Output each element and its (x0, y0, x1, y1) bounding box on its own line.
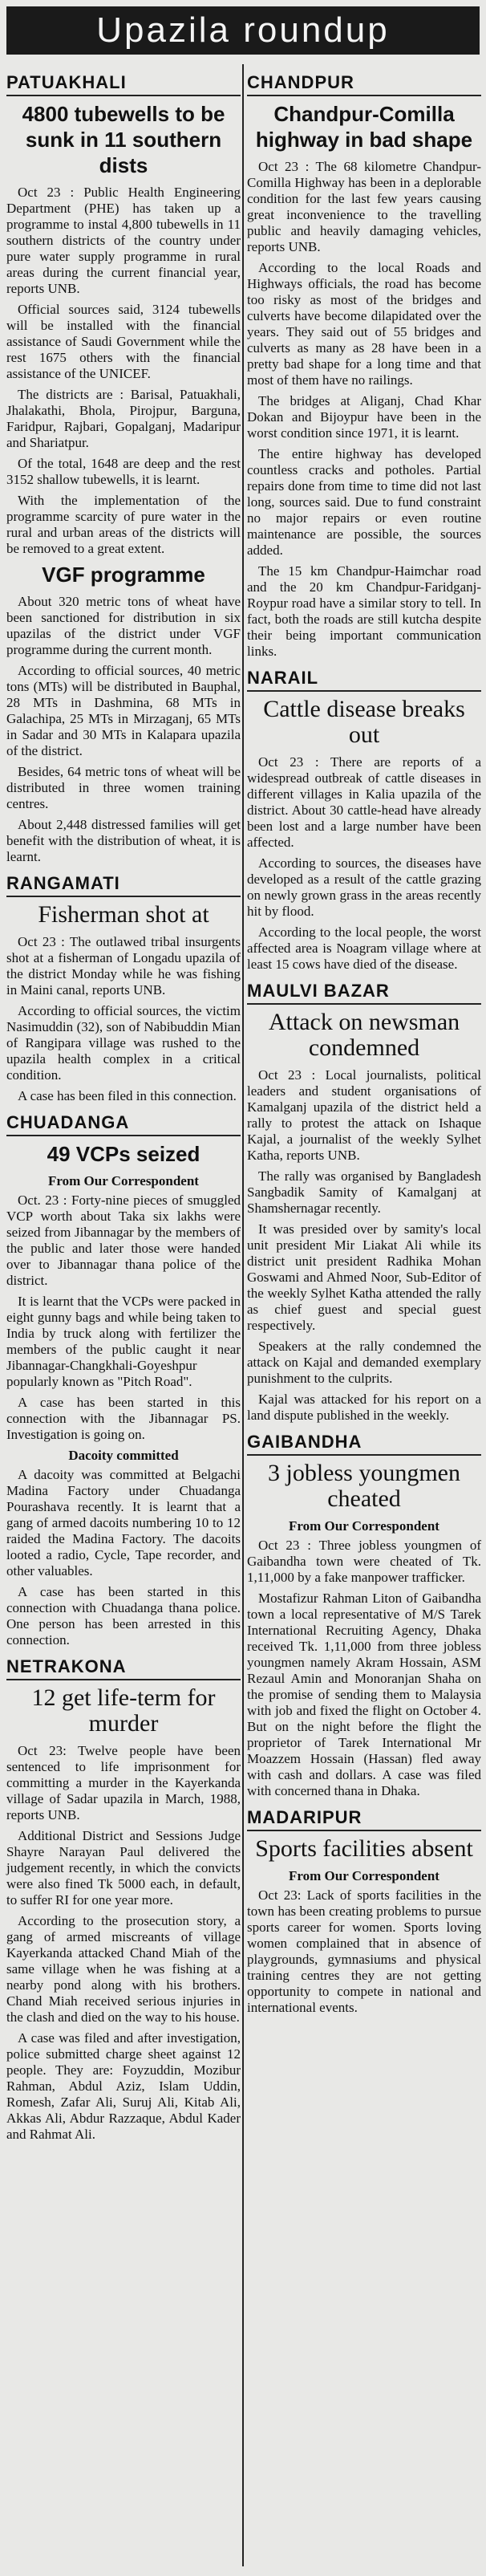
article-paragraph: According to the prosecution story, a gang of armed miscreants of village Kayerkanda attacked Chand Miah of the same village when he was fishing at a nearby pond along with his brothers. Chand Miah received serious injuries in the clash and died on the way to his house. (6, 1913, 241, 2025)
article-headline: Fisherman shot at (38, 901, 209, 928)
article-paragraph: Oct 23 : Public Health Engineering Department (PHE) has taken up a programme to instal 4,800 tubewells in 11 southern districts of the country under pure water supply programme in rural areas during the current financial year, reports UNB. (6, 185, 241, 296)
article-paragraph: About 320 metric tons of wheat have been sanctioned for distribution in six upazilas of the district under VGF programme during the current month. (6, 594, 241, 657)
article-paragraph: Kajal was attacked for his report on a land dispute published in the weekly. (247, 1392, 481, 1423)
article-paragraph: A case has been started in this connection with Chuadanga thana police. One person has been arrested in this connection. (6, 1584, 241, 1648)
article-paragraph: Oct 23 : The 68 kilometre Chandpur-Comilla Highway has been in a deplorable condition for the last few years causing great inconvenience to the travelling public and heavily damaging vehicles, reports UNB. (247, 159, 481, 254)
article-paragraph: Mostafizur Rahman Liton of Gaibandha town a local representative of M/S Tarek International Recruiting Agency, Dhaka received Tk. 1,11,000 from three jobless youngmen namely Akram Hossain, ASM Rezaul Amin and Monoranjan Shaha on the promise of sending them to Malaysia with job and fixed the flight on October 4. But on the night before the flight the proprietor of Tarek International Mr Moazzem Hossain (Hassan) fled away with cash and dollars. A case was filed with concerned thana in Dhaka. (247, 1591, 481, 1798)
article-paragraph: It was presided over by samity's local unit president Mir Liakat Ali while its district unit president Radhika Mohan Goswami and Ahmed Noor, Sub-Editor of the weekly Sylhet Katha attended the rally as chief guest and special guest respectively. (247, 1221, 481, 1333)
article-paragraph: According to official sources, the victim Nasimuddin (32), son of Nabibuddin Mian of Rangipara village was rushed to the upazila health complex in a critical condition. (6, 1003, 241, 1083)
section-tag: NARAIL (247, 666, 481, 692)
section-tag: MADARIPUR (247, 1806, 481, 1831)
article-byline: From Our Correspondent (289, 1518, 439, 1534)
article-paragraph: It is learnt that the VCPs were packed in eight gunny bags and while being taken to India by truck along with fertilizer the members of the public caught it near Jibannagar-Changkhali-Goyeshpur popularly known as "Pitch Road". (6, 1294, 241, 1389)
article-paragraph: According to the local people, the worst affected area is Noagram village where at least 15 cows have died of the disease. (247, 924, 481, 972)
article-paragraph: Besides, 64 metric tons of wheat will be distributed in three women training centres. (6, 764, 241, 811)
article-paragraph: Additional District and Sessions Judge Shayre Narayan Paul delivered the judgement recently, in which the convicts were also fined Tk 5000 each, in default, to suffer RI for one year more. (6, 1828, 241, 1908)
article-headline: Attack on newsman condemned (268, 1009, 460, 1061)
article-chuadanga (6, 1111, 241, 1648)
article-paragraph: According to the local Roads and Highways officials, the road has become too risky as most of the bridges and culverts have become dilapidated over the years. They said out of 55 bridges and culverts as many as 28 have been in a pretty bad shape for a long time and that most of them have no railings. (247, 260, 481, 388)
article-paragraph: According to sources, the diseases have developed as a result of the cattle grazing on newly grown grass in the areas recently hit by flood. (247, 855, 481, 919)
article-byline: From Our Correspondent (289, 1868, 439, 1883)
article-subheadline: Dacoity committed (68, 1448, 179, 1463)
article-maulvi-bazar (247, 979, 481, 1424)
article-headline: 3 jobless youngmen cheated (268, 1460, 460, 1512)
article-paragraph: About 2,448 distressed families will get benefit with the distribution of wheat, it is learnt. (6, 817, 241, 864)
article-paragraph: The bridges at Aliganj, Chad Khar Dokan and Bijoypur have been in the worst condition since 1971, it is learnt. (247, 393, 481, 441)
article-paragraph: Of the total, 1648 are deep and the rest 3152 shallow tubewells, it is learnt. (6, 456, 241, 487)
article-paragraph: With the implementation of the programme scarcity of pure water in the rural and urban areas of the districts will be removed to a great extent. (6, 493, 241, 556)
article-subheadline: VGF programme (42, 563, 205, 587)
article-paragraph: The rally was organised by Bangladesh Sangbadik Samity of Kamalganj at Shamshernagar recently. (247, 1168, 481, 1216)
article-headline: Cattle disease breaks out (263, 696, 465, 748)
section-tag: RANGAMATI (6, 872, 241, 897)
article-paragraph: The 15 km Chandpur-Haimchar road and the 20 km Chandpur-Faridganj-Roypur road have a similar story to tell. In fact, both the roads are still kutcha despite their being important communication links. (247, 563, 481, 659)
article-headline: 4800 tubewells to be sunk in 11 southern dists (22, 102, 225, 177)
article-rangamati (6, 872, 241, 1104)
article-paragraph: A case has been started in this connection with the Jibannagar PS. Investigation is going on. (6, 1395, 241, 1442)
article-chandpur (247, 71, 481, 660)
article-byline: From Our Correspondent (48, 1173, 199, 1188)
article-paragraph: Speakers at the rally condemned the attack on Kajal and demanded exemplary punishment to the culprits. (247, 1339, 481, 1386)
section-tag: PATUAKHALI (6, 71, 241, 96)
article-paragraph: Oct 23: Lack of sports facilities in the town has been creating problems to pursue sports career for women. Sports loving women complained that in absence of playgrounds, gymnasiums and physical training centres they are not getting opportunity to compete in national and international events. (247, 1887, 481, 2015)
article-paragraph: Official sources said, 3124 tubewells will be installed with the financial assistance of Saudi Government while the rest 1675 others with the financial assistance of the UNICEF. (6, 302, 241, 381)
article-paragraph: Oct 23 : There are reports of a widespread outbreak of cattle diseases in different villages in Kalia upazila of the district. About 30 cattle-head have already been lost and a large number have been affected. (247, 754, 481, 850)
right-column (247, 64, 481, 2021)
article-paragraph: A case has been filed in this connection. (18, 1088, 237, 1103)
article-paragraph: Oct 23 : The outlawed tribal insurgents shot at a fisherman of Longadu upazila of the district Monday while he was fishing in Maini canal, reports UNB. (6, 934, 241, 997)
column-divider (242, 64, 244, 2566)
left-column (6, 64, 241, 2147)
article-headline: Chandpur-Comilla highway in bad shape (255, 102, 473, 152)
article-paragraph: Oct 23: Twelve people have been sentenced to life imprisonment for committing a murder in the Kayerkanda village of Sadar upazila in March, 1988, reports UNB. (6, 1743, 241, 1822)
article-paragraph: Oct 23 : Local journalists, political leaders and student organisations of Kamalganj upazila of the district held a rally to protest the attack on Ishaque Kajal, a journalist of the weekly Sylhet Katha, reports UNB. (247, 1067, 481, 1163)
article-paragraph: According to official sources, 40 metric tons (MTs) will be distributed in Bauphal, 28 MTs in Dashmina, 68 MTs in Galachipa, 25 MTs in Mirzaganj, 65 MTs in Sadar and 30 MTs in Kalapara upazila of the district. (6, 663, 241, 758)
article-paragraph: The districts are : Barisal, Patuakhali, Jhalakathi, Bhola, Pirojpur, Barguna, Faridpur, Rajbari, Gopalganj, Madaripur and Shariatpur. (6, 387, 241, 450)
section-tag: MAULVI BAZAR (247, 979, 481, 1005)
article-paragraph: Oct. 23 : Forty-nine pieces of smuggled VCP worth about Taka six lakhs were seized from Jibannagar by the members of the public and later those were handed over to Jibannagar thana police of the district. (6, 1193, 241, 1288)
section-tag: CHANDPUR (247, 71, 481, 96)
article-headline: 12 get life-term for murder (31, 1684, 216, 1737)
article-patuakhali (6, 71, 241, 865)
article-paragraph: A case was filed and after investigation, police submitted charge sheet against 12 people. They are: Foyzuddin, Mozibur Rahman, Abdul Aziz, Islam Uddin, Romesh, Zafar Ali, Suruj Ali, Kitab Ali, Akkas Ali, Abdur Razzaque, Abdul Kader and Rahmat Ali. (6, 2030, 241, 2142)
section-tag: NETRAKONA (6, 1655, 241, 1680)
article-headline: Sports facilities absent (255, 1835, 473, 1862)
article-narail (247, 666, 481, 973)
article-gaibandha (247, 1430, 481, 1799)
section-tag: CHUADANGA (6, 1111, 241, 1136)
article-madaripur (247, 1806, 481, 2016)
article-paragraph: Oct 23 : Three jobless youngmen of Gaibandha town were cheated of Tk. 1,11,000 by a fake manpower trafficker. (247, 1538, 481, 1585)
article-paragraph: The entire highway has developed countless cracks and potholes. Partial repairs done from time to time did not last long, sources said. Due to fund constraint no major repairs or even routine maintenance are possible, the sources added. (247, 446, 481, 558)
section-tag: GAIBANDHA (247, 1430, 481, 1456)
article-paragraph: A dacoity was committed at Belgachi Madina Factory under Chuadanga Pourashava recently. It is learnt that a gang of armed dacoits numbering 10 to 12 raided the Madina Factory. The dacoits looted a radio, Cycle, Tape recorder, and other valuables. (6, 1467, 241, 1579)
article-headline: 49 VCPs seized (47, 1142, 200, 1166)
article-netrakona (6, 1655, 241, 2143)
page-banner: Upazila roundup (6, 6, 480, 55)
